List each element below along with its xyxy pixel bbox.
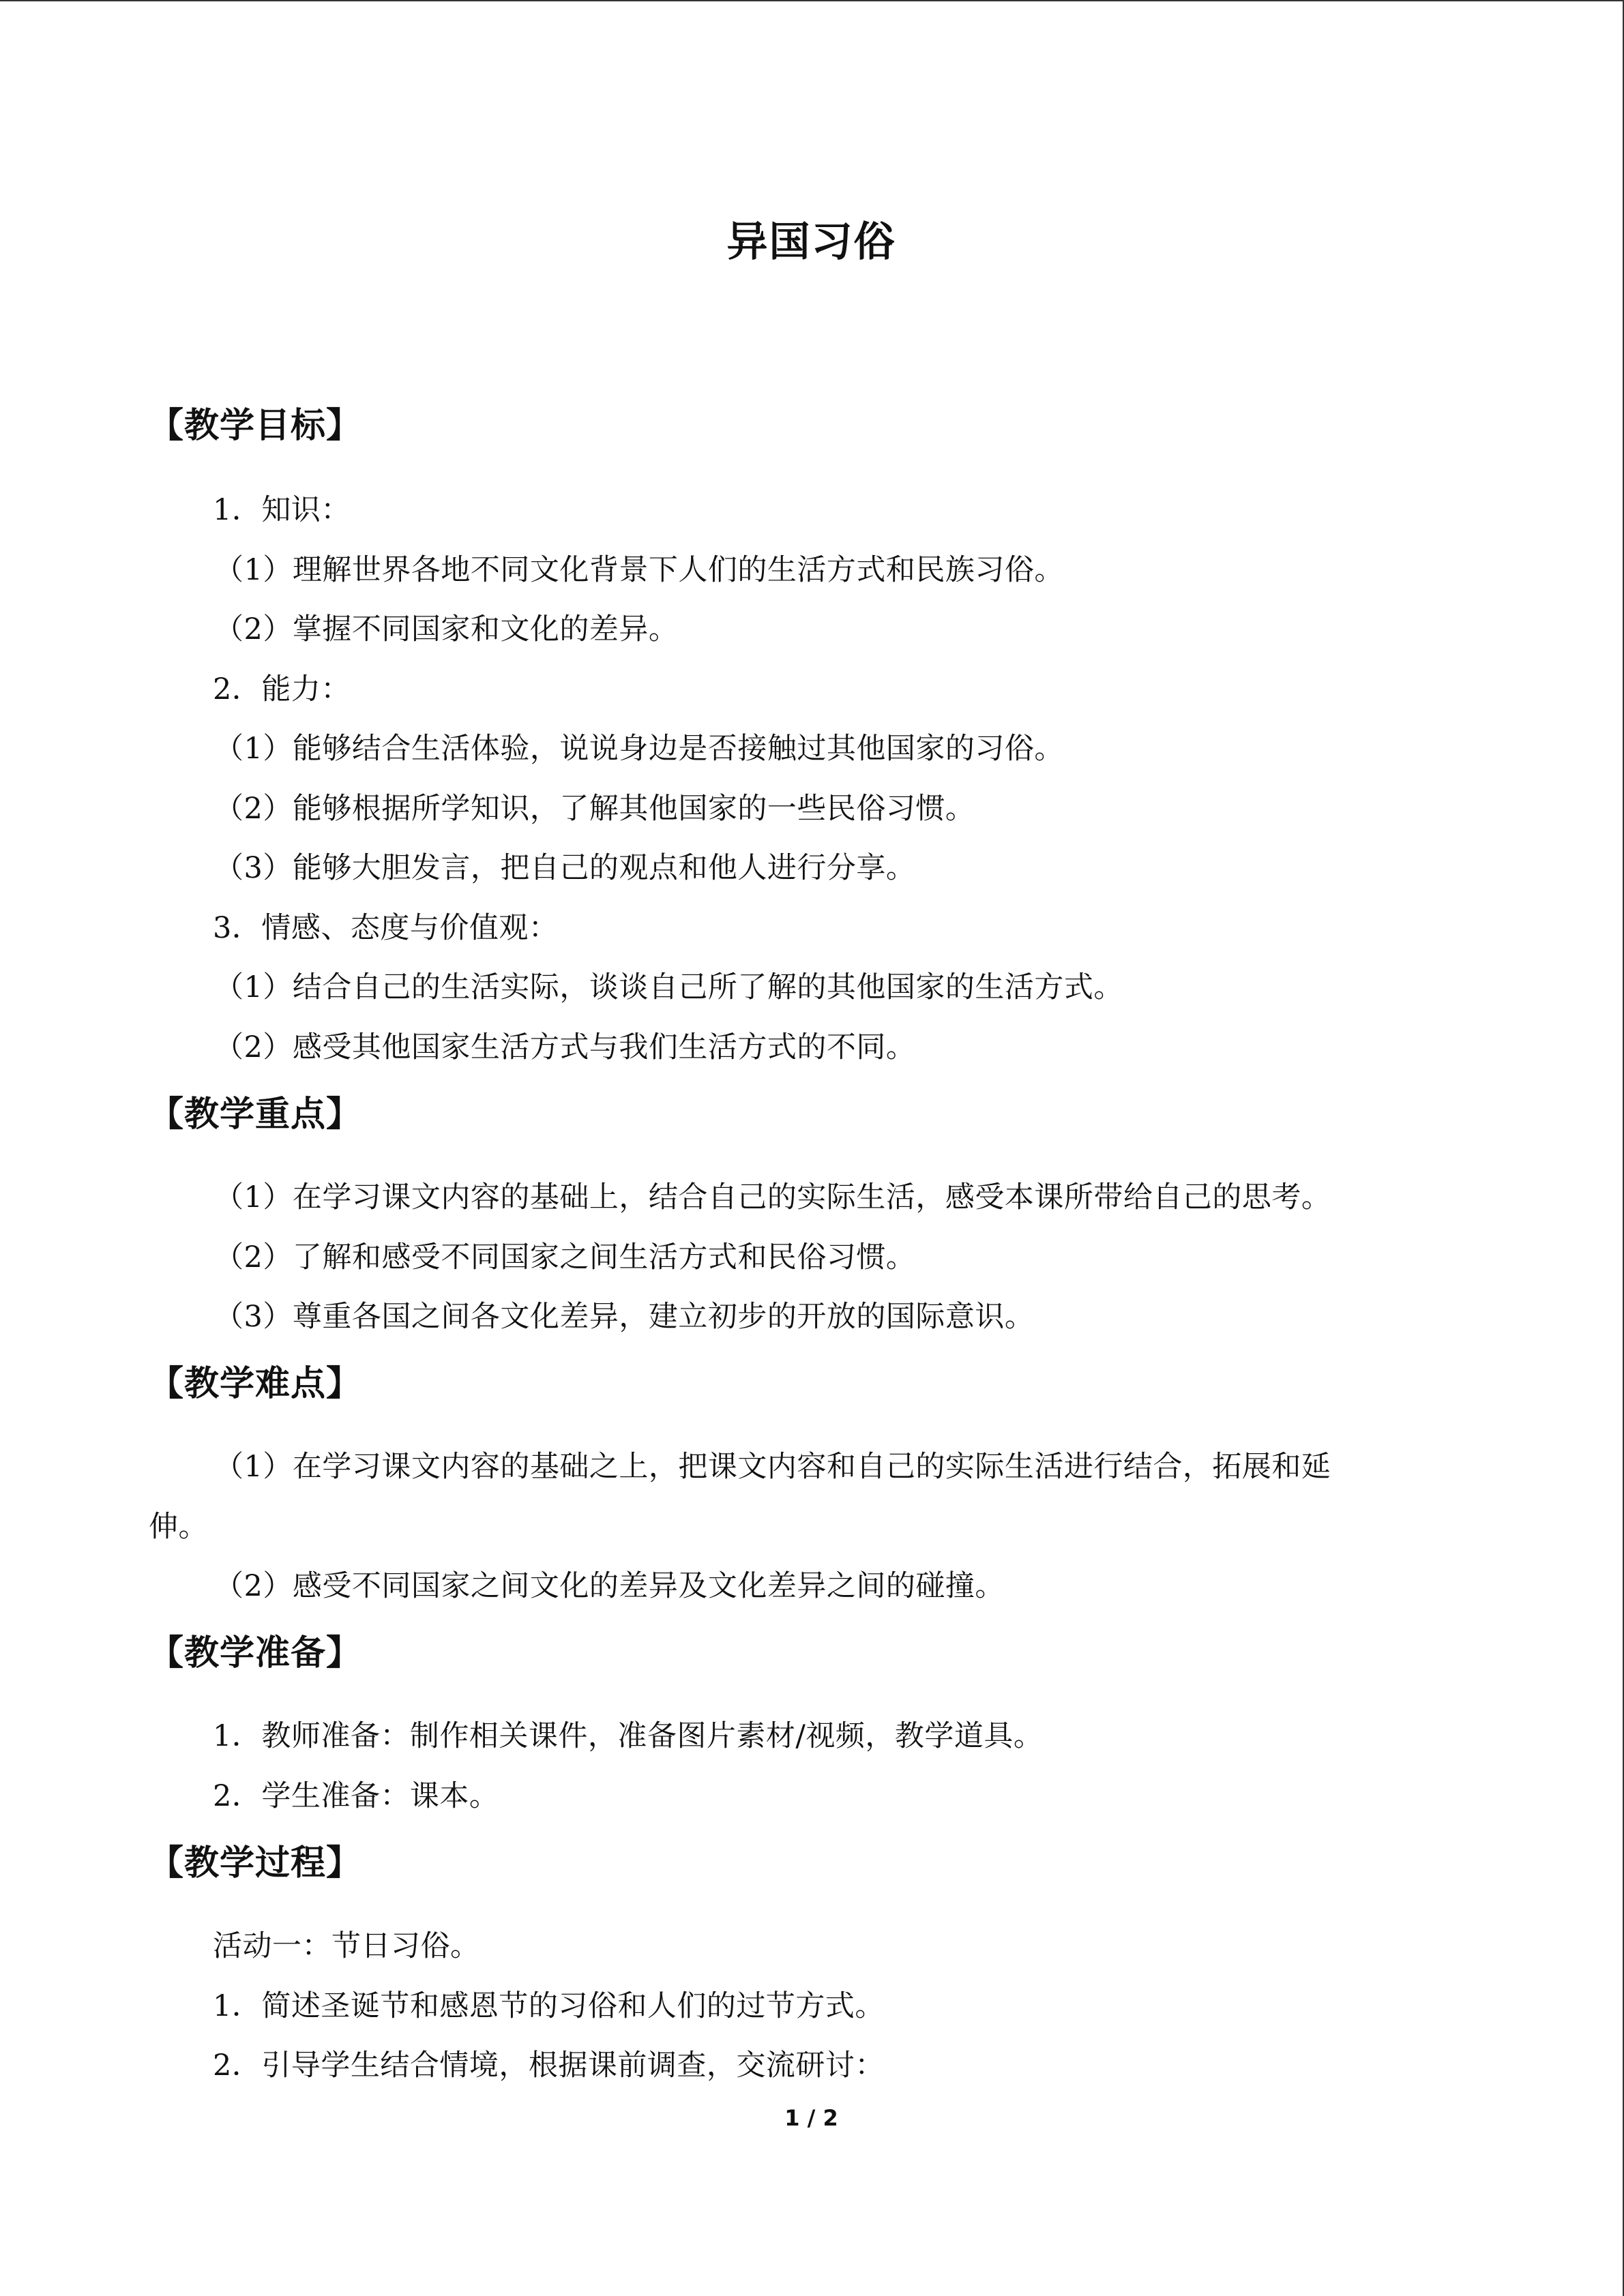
key-point-line: （3）尊重各国之间各文化差异，建立初步的开放的国际意识。	[214, 1300, 1035, 1334]
objective-line: 3．情感、态度与价值观：	[213, 911, 559, 945]
difficulty-line: （2）感受不同国家之间文化的差异及文化差异之间的碰撞。	[214, 1569, 1005, 1603]
process-line: 活动一：节日习俗。	[213, 1929, 480, 1963]
document-title: 异国习俗	[726, 218, 896, 266]
preparation-line: 1．教师准备：制作相关课件，准备图片素材/视频，教学道具。	[213, 1719, 1044, 1753]
objective-line: （1）理解世界各地不同文化背景下人们的生活方式和民族习俗。	[214, 553, 1064, 587]
objective-line: 2．能力：	[213, 672, 351, 706]
section-heading-process: 【教学过程】	[149, 1843, 362, 1883]
objective-line: （2）掌握不同国家和文化的差异。	[214, 612, 679, 646]
section-heading-preparation: 【教学准备】	[149, 1633, 362, 1673]
key-point-line: （2）了解和感受不同国家之间生活方式和民俗习惯。	[214, 1240, 916, 1274]
objective-line: （2）能够根据所学知识，了解其他国家的一些民俗习惯。	[214, 792, 975, 826]
objective-line: （2）感受其他国家生活方式与我们生活方式的不同。	[214, 1030, 916, 1064]
preparation-line: 2．学生准备：课本。	[213, 1779, 499, 1813]
objective-line: （1）能够结合生活体验，说说身边是否接触过其他国家的习俗。	[214, 732, 1064, 766]
page-number: 1 / 2	[784, 2105, 838, 2131]
objective-line: 1．知识：	[213, 493, 351, 527]
section-heading-objectives: 【教学目标】	[149, 406, 362, 446]
difficulty-line-continued: 伸。	[149, 1510, 208, 1544]
objective-line: （3）能够大胆发言，把自己的观点和他人进行分享。	[214, 851, 916, 885]
objective-line: （1）结合自己的生活实际，谈谈自己所了解的其他国家的生活方式。	[214, 970, 1123, 1004]
section-heading-key-points: 【教学重点】	[149, 1094, 362, 1135]
section-heading-difficulties: 【教学难点】	[149, 1364, 362, 1404]
process-line: 2．引导学生结合情境，根据课前调查，交流研讨：	[213, 2048, 885, 2083]
key-point-line: （1）在学习课文内容的基础上，结合自己的实际生活，感受本课所带给自己的思考。	[214, 1180, 1331, 1214]
difficulty-line: （1）在学习课文内容的基础之上，把课文内容和自己的实际生活进行结合，拓展和延	[214, 1450, 1331, 1484]
process-line: 1．简述圣诞节和感恩节的习俗和人们的过节方式。	[213, 1989, 885, 2023]
